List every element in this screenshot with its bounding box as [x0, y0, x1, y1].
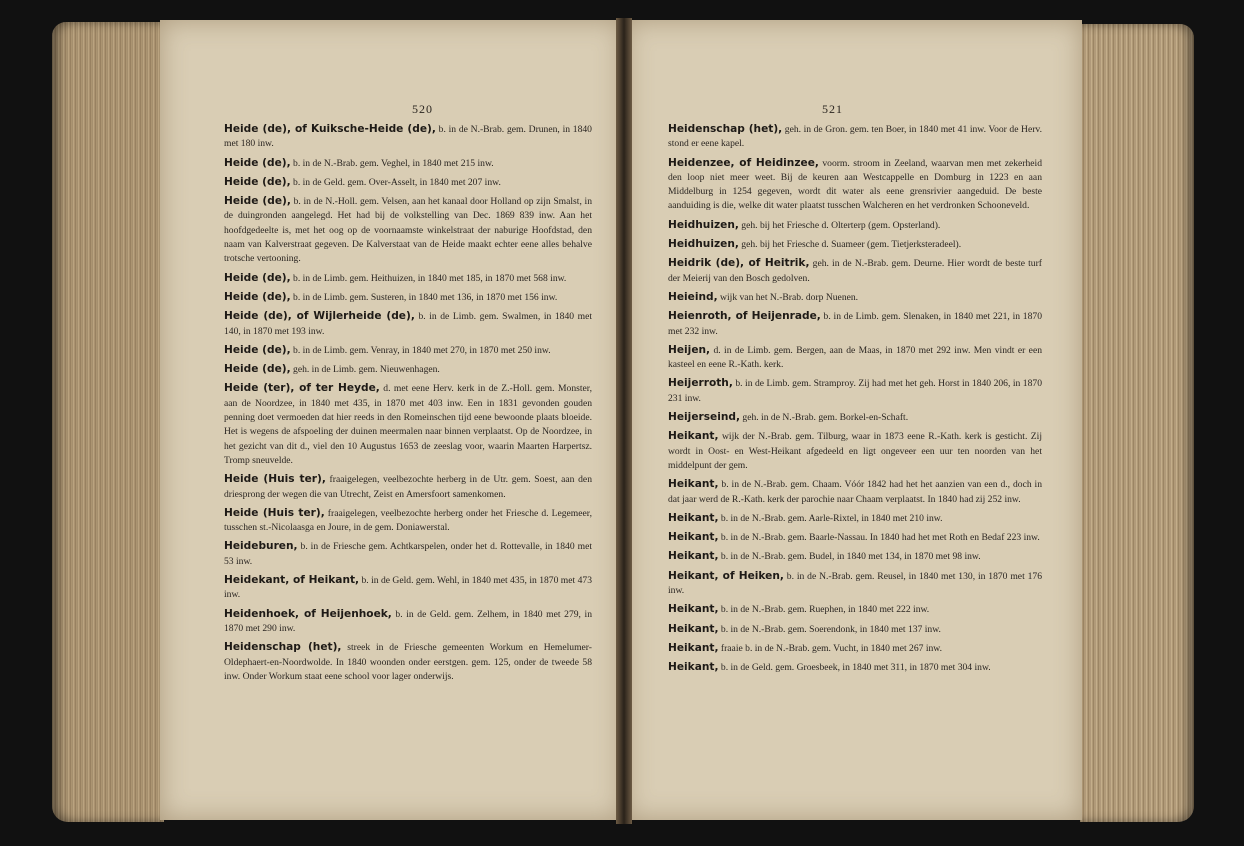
entry-text: b. in de N.-Brab. gem. Chaam. Vóór 1842 had het het aanzien van een d., doch in dat jaar werd de R.-Kath. kerk der parochie naar Chaam verplaatst. In 1840 had zij 252 inw.	[668, 479, 1042, 505]
entry-text: b. in de Limb. gem. Susteren, in 1840 met 136, in 1870 met 156 inw.	[290, 291, 558, 303]
dictionary-entry	[668, 122, 1042, 152]
dictionary-entry	[224, 539, 592, 569]
dictionary-entry	[224, 362, 592, 377]
entry-text: voorm. stroom in Zeeland, waarvan men met zekerheid den loop niet meer weet. Bij de keuren aan Westcappelle en Domburg in 1223 en aan Middelburg in 1254 gegeven, wordt dit water als eene grensrivier aangeduid. De beste aanduiding is die, welke dit water plaatst tusschen Walcheren en het verdronken Schooneveld.	[668, 157, 1042, 212]
headword: Heikant,	[668, 622, 719, 635]
entry-text: b. in de N.-Brab. gem. Reusel, in 1840 met 130, in 1870 met 176 inw.	[668, 570, 1042, 597]
dictionary-entry	[668, 549, 1042, 564]
entry-text: b. in de Geld. gem. Wehl, in 1840 met 435, in 1870 met 473 inw.	[224, 575, 592, 601]
dictionary-entry	[668, 429, 1042, 473]
headword: Heide (de),	[224, 271, 291, 284]
entry-text: b. in de N.-Brab. gem. Soerendonk, in 1840 met 137 inw.	[718, 623, 941, 635]
entry-text: geh. bij het Friesche d. Suameer (gem. Tietjerksteradeel).	[738, 239, 962, 251]
headword: Heidhuizen,	[668, 238, 739, 251]
dictionary-entry	[668, 256, 1042, 286]
dictionary-entry	[668, 309, 1042, 339]
dictionary-entry	[224, 573, 592, 603]
headword: Heikant,	[668, 511, 719, 524]
headword: Heienroth, of Heijenrade,	[668, 310, 821, 323]
dictionary-entry	[224, 506, 592, 536]
entry-text: b. in de Geld. gem. Zelhem, in 1840 met 279, in 1870 met 290 inw.	[224, 608, 593, 634]
page-number: 521	[822, 102, 843, 116]
left-page-edges	[52, 22, 164, 822]
dictionary-entry	[224, 309, 592, 339]
entry-text: geh. bij het Friesche d. Olterterp (gem. Opsterland).	[738, 219, 941, 231]
page-number: 520	[412, 102, 433, 116]
right-page-edges	[1080, 24, 1194, 822]
headword: Heidenhoek, of Heijenhoek,	[224, 607, 392, 620]
headword: Heide (de),	[224, 290, 291, 303]
headword: Heide (Huis ter),	[224, 473, 326, 486]
entry-text: b. in de N.-Brab. gem. Ruephen, in 1840 met 222 inw.	[718, 604, 930, 616]
entry-text: b. in de Limb. gem. Venray, in 1840 met 270, in 1870 met 250 inw.	[290, 344, 551, 356]
dictionary-entry	[668, 218, 1042, 233]
dictionary-entry	[224, 607, 592, 637]
dictionary-entry	[668, 569, 1042, 599]
headword: Heikant,	[668, 550, 719, 563]
dictionary-entry	[224, 122, 592, 152]
dictionary-entry	[224, 156, 592, 171]
headword: Heide (ter), of ter Heyde,	[224, 382, 380, 395]
entry-text: b. in de N.-Brab. gem. Aarle-Rixtel, in 1840 met 210 inw.	[718, 512, 943, 524]
dictionary-entry	[668, 237, 1042, 252]
entry-text: b. in de N.-Brab. gem. Budel, in 1840 met 134, in 1870 met 98 inw.	[718, 551, 981, 563]
headword: Heide (de),	[224, 363, 291, 376]
headword: Heide (de), of Wijlerheide (de),	[224, 310, 415, 323]
dictionary-entry	[224, 290, 592, 305]
entry-text: b. in de Limb. gem. Swalmen, in 1840 met 140, in 1870 met 193 inw.	[224, 311, 593, 337]
entry-text: fraaigelegen, veelbezochte herberg onder het Friesche d. Legemeer, tusschen st.-Nicolaasga en Joure, in de gem. Doniawerstal.	[224, 507, 592, 534]
dictionary-entry	[668, 622, 1042, 637]
entry-text: geh. in de N.-Brab. gem. Borkel-en-Schaft.	[740, 412, 909, 424]
dictionary-entry	[668, 410, 1042, 425]
dictionary-entry	[668, 343, 1042, 373]
entry-text: streek in de Friesche gemeenten Workum en Hemelumer-Oldephaert-en-Noordwolde. In 1840 woonden onder eerstgen. gem. 125, onder de tweede 58 inw. Onder Workum staat eene school voor lager onderwijs.	[224, 642, 592, 682]
dictionary-entry	[668, 641, 1042, 656]
dictionary-entry	[224, 175, 592, 190]
entry-text: d. met eene Herv. kerk in de Z.-Holl. gem. Monster, aan de Noordzee, in 1840 met 435, in 1870 met 403 inw. Een in 1831 gevonden gouden penning doet vermoeden dat hier reeds in den Romeinschen tijd eene bewoonde plaats bloeide. Het is wegens de afspoeling der duinen meermalen naar binnen verplaatst. Op de Noordzee, in het gezicht van dit d., viel den 10 Augustus 1653 de zeeslag voor, waarin Maarten Harpertsz. Tromp sneuvelde.	[224, 383, 593, 466]
entry-text: geh. in de N.-Brab. gem. Deurne. Hier wordt de beste turf der Meierij van den Bosch gedolven.	[668, 258, 1042, 284]
headword: Heikant,	[668, 661, 719, 674]
headword: Heide (de),	[224, 343, 291, 356]
entry-text: b. in de N.-Brab. gem. Drunen, in 1840 met 180 inw.	[224, 124, 592, 150]
dictionary-entry	[668, 477, 1042, 507]
headword: Heidhuizen,	[668, 218, 739, 231]
headword: Heidenschap (het),	[668, 123, 783, 135]
headword: Heikant,	[668, 531, 719, 544]
dictionary-entry	[224, 343, 592, 358]
headword: Heidenzee, of Heidinzee,	[668, 156, 819, 169]
headword: Heikant, of Heiken,	[668, 569, 784, 582]
headword: Heikant,	[668, 641, 719, 654]
headword: Heidenschap (het),	[224, 641, 342, 654]
entry-text: geh. in de Limb. gem. Nieuwenhagen.	[290, 364, 440, 376]
headword: Heide (Huis ter),	[224, 506, 325, 519]
entry-text: d. in de Limb. gem. Bergen, aan de Maas, in 1870 met 292 inw. Men vindt er een kasteel en eene R.-Kath. kerk.	[668, 344, 1042, 371]
entry-text: b. in de N.-Brab. gem. Baarle-Nassau. In 1840 had het met Roth en Bedaf 223 inw.	[718, 532, 1040, 544]
entry-text: b. in de N.-Brab. gem. Veghel, in 1840 met 215 inw.	[290, 157, 494, 169]
headword: Heikant,	[668, 603, 719, 616]
entry-text: wijk der N.-Brab. gem. Tilburg, waar in 1873 eene R.-Kath. kerk is gesticht. Zij wordt in Oost- en West-Heikant afgedeeld en ligt ongeveer een uur ten noorden van het middelpunt der gem.	[668, 431, 1042, 471]
entry-text: fraaie b. in de N.-Brab. gem. Vucht, in 1840 met 267 inw.	[718, 642, 943, 654]
right-page	[626, 20, 1082, 820]
headword: Heidekant, of Heikant,	[224, 574, 360, 587]
headword: Heikant,	[668, 478, 719, 491]
entry-text: b. in de N.-Holl. gem. Velsen, aan het kanaal door Holland op zijn Smalst, in de duingronden aangelegd. Het had bij de volkstelling van Dec. 1869 839 inw. Aan het hoofdgedeelte is, met het oog op de voornaamste winkelstraat der naburige Hoofdstad, den naam van Kalverstraat gegeven. De Kalverstaat van de Heide maakt echter eene alles behalve trotsche vertooning.	[224, 196, 592, 265]
dictionary-entry	[668, 376, 1042, 406]
entry-text: wijk van het N.-Brab. dorp Nuenen.	[717, 291, 859, 303]
book-gutter	[616, 18, 632, 824]
dictionary-entry	[224, 472, 592, 502]
dictionary-entry	[668, 602, 1042, 617]
headword: Heide (de),	[224, 195, 291, 208]
entry-text: b. in de Geld. gem. Groesbeek, in 1840 met 311, in 1870 met 304 inw.	[718, 662, 991, 674]
text-column	[668, 122, 1042, 680]
headword: Heieind,	[668, 290, 718, 303]
dictionary-entry	[224, 640, 592, 684]
dictionary-entry	[224, 194, 592, 266]
text-column	[224, 122, 592, 688]
headword: Heikant,	[668, 430, 719, 443]
dictionary-entry	[224, 381, 592, 468]
entry-text: b. in de Limb. gem. Stramproy. Zij had met het geh. Horst in 1840 206, in 1870 231 inw.	[668, 378, 1042, 404]
dictionary-entry	[668, 530, 1042, 545]
headword: Heidrik (de), of Heitrik,	[668, 257, 810, 270]
dictionary-entry	[224, 271, 592, 286]
dictionary-entry	[668, 290, 1042, 305]
dictionary-entry	[668, 156, 1042, 214]
entry-text: geh. in de Gron. gem. ten Boer, in 1840 met 41 inw. Voor de Herv. stond er eene kapel.	[668, 124, 1042, 150]
entry-text: fraaigelegen, veelbezochte herberg in de Utr. gem. Soest, aan den driesprong der wegen die van Utrecht, Zeist en Amersfoort samenkomen.	[224, 474, 592, 500]
dictionary-entry	[668, 511, 1042, 526]
headword: Heijen,	[668, 343, 711, 356]
left-page	[160, 20, 622, 820]
headword: Heijerroth,	[668, 377, 733, 390]
headword: Heide (de), of Kuiksche-Heide (de),	[224, 123, 436, 135]
entry-text: b. in de Limb. gem. Heithuizen, in 1840 met 185, in 1870 met 568 inw.	[290, 272, 567, 284]
entry-text: b. in de Limb. gem. Slenaken, in 1840 met 221, in 1870 met 232 inw.	[668, 311, 1042, 337]
headword: Heijerseind,	[668, 411, 740, 424]
headword: Heide (de),	[224, 156, 291, 169]
headword: Heide (de),	[224, 175, 291, 188]
headword: Heideburen,	[224, 540, 298, 553]
dictionary-entry	[668, 660, 1042, 675]
entry-text: b. in de Friesche gem. Achtkarspelen, onder het d. Rottevalle, in 1840 met 53 inw.	[224, 541, 592, 567]
entry-text: b. in de Geld. gem. Over-Asselt, in 1840 met 207 inw.	[290, 176, 501, 188]
